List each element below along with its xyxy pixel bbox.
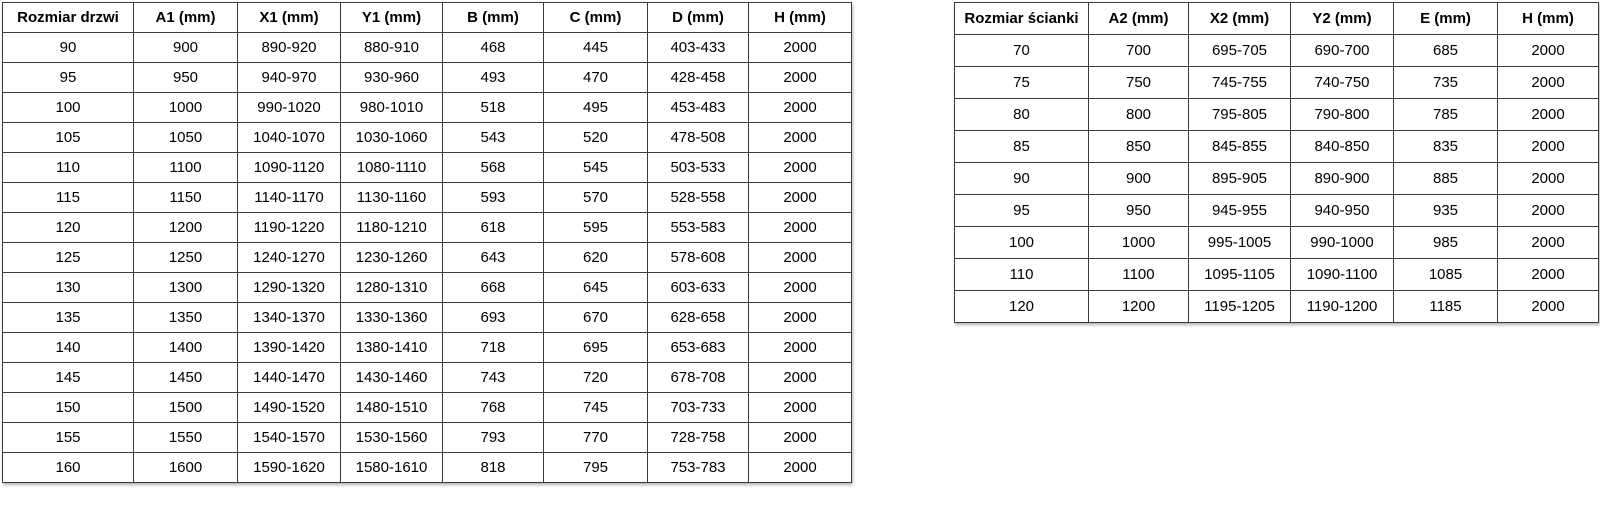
table-cell: 940-950 (1291, 195, 1394, 227)
table-cell: 75 (955, 67, 1089, 99)
table-cell: 1580-1610 (341, 453, 443, 483)
table-cell: 1480-1510 (341, 393, 443, 423)
table-cell: 2000 (749, 123, 852, 153)
column-header: X2 (mm) (1189, 3, 1291, 35)
table-cell: 2000 (749, 363, 852, 393)
table-cell: 2000 (749, 453, 852, 483)
table-cell: 1440-1470 (238, 363, 341, 393)
table-cell: 2000 (749, 243, 852, 273)
table-row (3, 63, 852, 93)
table-cell: 1400 (134, 333, 238, 363)
table-cell: 1195-1205 (1189, 291, 1291, 323)
table-cell: 2000 (749, 183, 852, 213)
table-cell: 768 (443, 393, 544, 423)
table-cell: 720 (544, 363, 648, 393)
table-cell: 753-783 (648, 453, 749, 483)
table-cell: 653-683 (648, 333, 749, 363)
table-cell: 1140-1170 (238, 183, 341, 213)
table-cell: 900 (1089, 163, 1189, 195)
table-cell: 1040-1070 (238, 123, 341, 153)
table-cell: 1185 (1394, 291, 1498, 323)
table-cell: 150 (3, 393, 134, 423)
table-cell: 493 (443, 63, 544, 93)
table-cell: 1050 (134, 123, 238, 153)
table-cell: 495 (544, 93, 648, 123)
table-cell: 703-733 (648, 393, 749, 423)
table-cell: 935 (1394, 195, 1498, 227)
table-cell: 930-960 (341, 63, 443, 93)
table-cell: 1100 (1089, 259, 1189, 291)
table-cell: 140 (3, 333, 134, 363)
table-row (3, 363, 852, 393)
column-header: X1 (mm) (238, 3, 341, 33)
table-row (3, 153, 852, 183)
table-cell: 1095-1105 (1189, 259, 1291, 291)
table-cell: 2000 (749, 63, 852, 93)
table-cell: 70 (955, 35, 1089, 67)
table-cell: 1380-1410 (341, 333, 443, 363)
table-cell: 1390-1420 (238, 333, 341, 363)
table-cell: 728-758 (648, 423, 749, 453)
table-cell: 553-583 (648, 213, 749, 243)
table-cell: 895-905 (1189, 163, 1291, 195)
table-row (3, 183, 852, 213)
table-cell: 818 (443, 453, 544, 483)
column-header: C (mm) (544, 3, 648, 33)
table-cell: 545 (544, 153, 648, 183)
table-row (955, 163, 1599, 195)
table-cell: 1030-1060 (341, 123, 443, 153)
table-row (955, 99, 1599, 131)
table-cell: 980-1010 (341, 93, 443, 123)
table-cell: 593 (443, 183, 544, 213)
table-cell: 700 (1089, 35, 1189, 67)
table-row (3, 213, 852, 243)
table-cell: 453-483 (648, 93, 749, 123)
column-header: Y2 (mm) (1291, 3, 1394, 35)
table-cell: 80 (955, 99, 1089, 131)
table-cell: 1530-1560 (341, 423, 443, 453)
door-sizes-table (2, 2, 852, 483)
table-cell: 750 (1089, 67, 1189, 99)
table-cell: 1600 (134, 453, 238, 483)
table-cell: 2000 (749, 213, 852, 243)
table-cell: 618 (443, 213, 544, 243)
table-row (955, 67, 1599, 99)
table-cell: 90 (3, 33, 134, 63)
table-cell: 1090-1100 (1291, 259, 1394, 291)
table-cell: 745-755 (1189, 67, 1291, 99)
table-cell: 1540-1570 (238, 423, 341, 453)
table-cell: 470 (544, 63, 648, 93)
table-cell: 1130-1160 (341, 183, 443, 213)
table-cell: 835 (1394, 131, 1498, 163)
table-cell: 543 (443, 123, 544, 153)
table-cell: 135 (3, 303, 134, 333)
table-cell: 890-920 (238, 33, 341, 63)
table-cell: 668 (443, 273, 544, 303)
table-cell: 1290-1320 (238, 273, 341, 303)
table-cell: 840-850 (1291, 131, 1394, 163)
table-row (3, 93, 852, 123)
table-row (3, 423, 852, 453)
table-cell: 743 (443, 363, 544, 393)
table-cell: 990-1020 (238, 93, 341, 123)
table-cell: 1200 (134, 213, 238, 243)
column-header: H (mm) (749, 3, 852, 33)
table-cell: 695 (544, 333, 648, 363)
table-cell: 995-1005 (1189, 227, 1291, 259)
table-cell: 1000 (134, 93, 238, 123)
table-cell: 693 (443, 303, 544, 333)
table-cell: 528-558 (648, 183, 749, 213)
table-cell: 2000 (749, 153, 852, 183)
table-cell: 518 (443, 93, 544, 123)
table-cell: 2000 (1498, 67, 1599, 99)
table-cell: 2000 (1498, 259, 1599, 291)
table-cell: 800 (1089, 99, 1189, 131)
table-cell: 2000 (749, 393, 852, 423)
table-cell: 628-658 (648, 303, 749, 333)
table-cell: 1250 (134, 243, 238, 273)
table-cell: 1300 (134, 273, 238, 303)
table-cell: 880-910 (341, 33, 443, 63)
table-cell: 115 (3, 183, 134, 213)
column-header: B (mm) (443, 3, 544, 33)
table-cell: 1230-1260 (341, 243, 443, 273)
table-cell: 2000 (1498, 227, 1599, 259)
table-cell: 428-458 (648, 63, 749, 93)
table-cell: 1090-1120 (238, 153, 341, 183)
table-cell: 1200 (1089, 291, 1189, 323)
header-row (3, 3, 852, 33)
wall-panel-sizes-table (954, 2, 1599, 323)
table-cell: 2000 (1498, 291, 1599, 323)
table-cell: 950 (1089, 195, 1189, 227)
table-cell: 1190-1200 (1291, 291, 1394, 323)
table-cell: 885 (1394, 163, 1498, 195)
table-cell: 468 (443, 33, 544, 63)
table-cell: 1490-1520 (238, 393, 341, 423)
table-cell: 2000 (1498, 195, 1599, 227)
table-cell: 130 (3, 273, 134, 303)
table-cell: 735 (1394, 67, 1498, 99)
table-row (955, 35, 1599, 67)
table-row (955, 227, 1599, 259)
table-row (3, 123, 852, 153)
table-cell: 2000 (1498, 35, 1599, 67)
table-cell: 503-533 (648, 153, 749, 183)
table-cell: 1100 (134, 153, 238, 183)
table-cell: 670 (544, 303, 648, 333)
table-cell: 1000 (1089, 227, 1189, 259)
table-cell: 795 (544, 453, 648, 483)
table-cell: 2000 (749, 273, 852, 303)
table-cell: 950 (134, 63, 238, 93)
column-header: A1 (mm) (134, 3, 238, 33)
table-cell: 1500 (134, 393, 238, 423)
table-row (955, 131, 1599, 163)
table-cell: 478-508 (648, 123, 749, 153)
table-cell: 1080-1110 (341, 153, 443, 183)
table-cell: 1085 (1394, 259, 1498, 291)
table-cell: 110 (3, 153, 134, 183)
header-row (955, 3, 1599, 35)
table-cell: 155 (3, 423, 134, 453)
table-cell: 1590-1620 (238, 453, 341, 483)
table-cell: 595 (544, 213, 648, 243)
table-cell: 403-433 (648, 33, 749, 63)
table-cell: 643 (443, 243, 544, 273)
table-cell: 105 (3, 123, 134, 153)
table-cell: 945-955 (1189, 195, 1291, 227)
table-row (3, 303, 852, 333)
column-header: Rozmiar ścianki (955, 3, 1089, 35)
table-cell: 845-855 (1189, 131, 1291, 163)
table-cell: 1430-1460 (341, 363, 443, 393)
table-cell: 740-750 (1291, 67, 1394, 99)
table-cell: 2000 (1498, 131, 1599, 163)
table-cell: 790-800 (1291, 99, 1394, 131)
table-cell: 160 (3, 453, 134, 483)
table-cell: 1350 (134, 303, 238, 333)
table-cell: 793 (443, 423, 544, 453)
table-cell: 890-900 (1291, 163, 1394, 195)
table-cell: 1190-1220 (238, 213, 341, 243)
table-cell: 1180-1210 (341, 213, 443, 243)
table-cell: 695-705 (1189, 35, 1291, 67)
table-cell: 1550 (134, 423, 238, 453)
table-row (3, 33, 852, 63)
table-cell: 1330-1360 (341, 303, 443, 333)
column-header: Y1 (mm) (341, 3, 443, 33)
table-cell: 1450 (134, 363, 238, 393)
table-cell: 850 (1089, 131, 1189, 163)
column-header: D (mm) (648, 3, 749, 33)
table-cell: 900 (134, 33, 238, 63)
table-cell: 110 (955, 259, 1089, 291)
column-header: H (mm) (1498, 3, 1599, 35)
table-cell: 578-608 (648, 243, 749, 273)
table-row (3, 243, 852, 273)
table-cell: 120 (3, 213, 134, 243)
table-cell: 1240-1270 (238, 243, 341, 273)
table-cell: 2000 (749, 423, 852, 453)
table-cell: 445 (544, 33, 648, 63)
table-row (3, 333, 852, 363)
table-row (955, 195, 1599, 227)
table-cell: 100 (3, 93, 134, 123)
table-cell: 95 (3, 63, 134, 93)
table-cell: 120 (955, 291, 1089, 323)
table-cell: 520 (544, 123, 648, 153)
table-cell: 718 (443, 333, 544, 363)
table-cell: 95 (955, 195, 1089, 227)
table-cell: 1280-1310 (341, 273, 443, 303)
table-cell: 100 (955, 227, 1089, 259)
table-cell: 145 (3, 363, 134, 393)
table-cell: 570 (544, 183, 648, 213)
table-row (955, 291, 1599, 323)
table-cell: 745 (544, 393, 648, 423)
table-cell: 785 (1394, 99, 1498, 131)
table-cell: 85 (955, 131, 1089, 163)
table-cell: 2000 (749, 33, 852, 63)
table-row (3, 273, 852, 303)
table-row (3, 453, 852, 483)
table-cell: 690-700 (1291, 35, 1394, 67)
table-cell: 770 (544, 423, 648, 453)
table-cell: 1150 (134, 183, 238, 213)
table-cell: 940-970 (238, 63, 341, 93)
table-cell: 125 (3, 243, 134, 273)
table-cell: 620 (544, 243, 648, 273)
table-cell: 2000 (749, 93, 852, 123)
table-cell: 990-1000 (1291, 227, 1394, 259)
table-cell: 2000 (749, 303, 852, 333)
column-header: Rozmiar drzwi (3, 3, 134, 33)
table-cell: 795-805 (1189, 99, 1291, 131)
table-cell: 678-708 (648, 363, 749, 393)
table-row (3, 393, 852, 423)
column-header: A2 (mm) (1089, 3, 1189, 35)
table-cell: 2000 (1498, 99, 1599, 131)
table-cell: 985 (1394, 227, 1498, 259)
table-cell: 685 (1394, 35, 1498, 67)
table-cell: 1340-1370 (238, 303, 341, 333)
column-header: E (mm) (1394, 3, 1498, 35)
table-cell: 2000 (749, 333, 852, 363)
table-cell: 2000 (1498, 163, 1599, 195)
table-cell: 603-633 (648, 273, 749, 303)
table-cell: 645 (544, 273, 648, 303)
table-row (955, 259, 1599, 291)
table-cell: 568 (443, 153, 544, 183)
table-cell: 90 (955, 163, 1089, 195)
